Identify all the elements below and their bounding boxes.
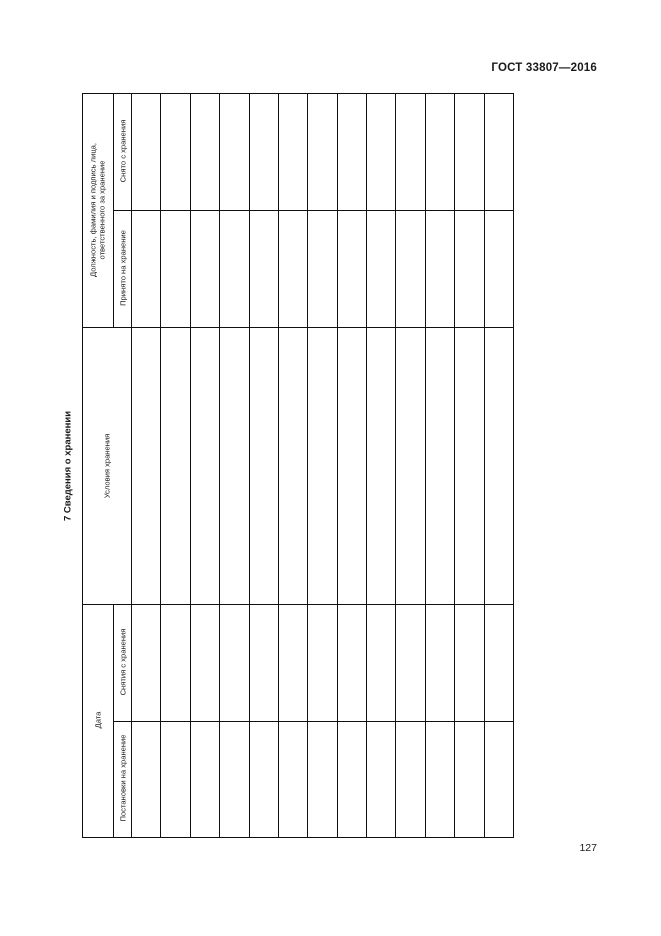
header-accepted: Принято на хранение bbox=[118, 230, 128, 306]
row-divider bbox=[278, 93, 279, 837]
header-responsible bbox=[89, 143, 108, 277]
header-date-placement: Постановки на хранение bbox=[118, 734, 128, 822]
table-bottom-border bbox=[82, 837, 514, 838]
row-divider bbox=[219, 93, 220, 837]
row-divider bbox=[307, 93, 308, 837]
row-divider bbox=[190, 93, 191, 837]
group-divider bbox=[82, 327, 514, 328]
row-divider bbox=[454, 93, 455, 837]
row-divider bbox=[425, 93, 426, 837]
header-date-removal: Снятия с хранения bbox=[118, 628, 128, 696]
header-removed: Снято с хранения bbox=[118, 119, 128, 183]
header-date: Дата bbox=[93, 711, 103, 729]
page-number: 127 bbox=[579, 842, 597, 854]
header-responsible-line1: Должность, фамилия и подпись лица, bbox=[88, 142, 98, 278]
row-divider bbox=[395, 93, 396, 837]
section-title: 7 Сведения о хранении bbox=[62, 410, 74, 522]
group-divider bbox=[82, 604, 514, 605]
header-body-divider bbox=[131, 93, 132, 837]
row-divider bbox=[160, 93, 161, 837]
header-responsible-line2: ответственного за хранение bbox=[98, 160, 107, 260]
row-divider bbox=[366, 93, 367, 837]
row-divider bbox=[337, 93, 338, 837]
row-divider bbox=[484, 93, 485, 837]
document-code: ГОСТ 33807—2016 bbox=[491, 62, 597, 74]
table-right-border bbox=[513, 93, 514, 837]
row-divider bbox=[249, 93, 250, 837]
table-top-border bbox=[82, 93, 514, 94]
header-storage-conditions: Условия хранения bbox=[102, 433, 112, 499]
table-left-border bbox=[82, 93, 83, 837]
